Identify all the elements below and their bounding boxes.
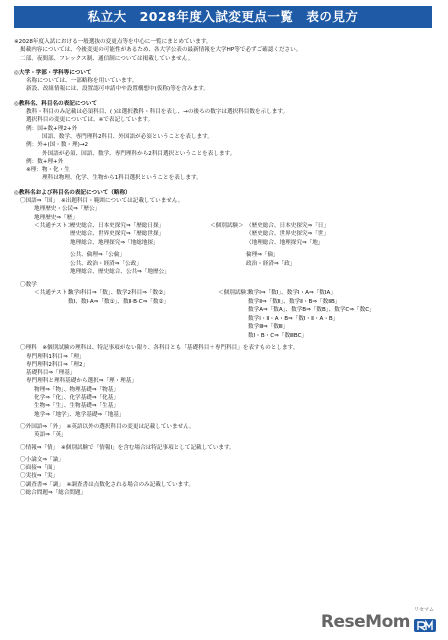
abbrev-line: 基礎科目⇒「理基」 [26,370,76,377]
math-row: 数Ⅰ、数Ⅰ·A⇒「数①」、数Ⅱ·B·C⇒「数②」 数学Ⅱ⇒「数Ⅱ」、数学Ⅱ・B⇒「数ⅡB」 [68,298,341,305]
abbrev-line: 化学⇒「化」、化学基礎⇒「化基」 [34,395,119,402]
abbrev-info: 〇情報⇒「情」 ※個別試験で「情報Ⅰ」を含む場合は特記事項として記載しています。 [20,444,235,451]
abbrev-misc: 〇実技⇒「実」 [20,473,59,480]
math-row: 数学Ⅰ・Ⅱ・A・B⇒「数Ⅰ・Ⅱ・A・B」 [248,315,339,322]
example-desc: 理科は物理、化学、生物から1科目選択ということを表します。 [42,175,202,182]
example-line: 例：外+(国・数・理)→2 [26,142,89,149]
math-row: 数学Ⅲ⇒「数Ⅲ」 [248,324,289,331]
abbrev-line: 地理歴史⇒「歴」 [34,214,78,221]
hist-row: 地理総合、地理探究⇒「地総地探」 （地理総合、地理探究⇒「地」 [70,239,324,246]
abbrev-misc: 〇総合問題⇒「総合問題」 [20,489,87,496]
section-text: 選択科目の変更については、※で表記しています。 [26,117,154,124]
logo-mark-icon: リセマム [414,611,438,633]
abbrev-line: 専門理科2科目⇒「理2」 [26,361,89,368]
rm-mark-icon [414,617,438,633]
math-row: 数Ⅰ・B・C⇒「数ⅢBC」 [248,332,308,339]
civics-row: 地理総合、歴史総合、公共⇒「地歴公」 [70,269,170,276]
section-heading-abbrev: ◎教科名および科目名の表記について（略称） [14,189,131,196]
civics-row: 公共、政治・経済⇒「公政」 政治・経済⇒「政」 [70,260,296,267]
abbrev-kokugo: 〇国語⇒「国」 ※出題科目・範囲については記載していません。 [20,198,184,205]
math-row: ＜共通テスト＞ 数学Ⅰ科目⇒「数」、数学2科目⇒「数②」 ＜個別試験＞ 数学Ⅰ⇒「数Ⅰ」、数学Ⅰ・A⇒「数ⅠA」 [34,290,336,297]
page-title: 私立大 2028年度入試変更点一覧 表の見方 [14,6,432,28]
abbrev-line: 専門理科と理科基礎から選択⇒「理・理基」 [26,378,137,385]
abbrev-line: 生物⇒「生」、生物基礎⇒「生基」 [34,403,119,410]
example-desc: 国語、数学、専門理科2科目、外国語が必須ということを表します。 [42,133,213,140]
section-heading-university: ◎大学・学部・学科等について [14,69,92,76]
section-text: 教科・科目のみ記載は必須科目、( )は選択教科・科目を表し、→の後ろの数字は選択科目数を示します。 [26,109,289,116]
example-note: ※理：物・化・生 [26,167,70,174]
example-line: 例：数+理+外 [26,158,64,165]
abbrev-foreign: 〇外国語⇒「外」 ※英語以外の選択科目の変更は記載していません。 [20,423,195,430]
common-test-label: ＜共通テスト＞ [34,222,73,229]
abbrev-misc: 〇面接⇒「面」 [20,465,59,472]
individual-exam-label: ＜個別試験＞ [210,222,244,229]
intro-line-1: ※2028年度入試における一般選抜の変更点等を中心に一覧にまとめています。 [14,39,212,45]
abbrev-science: 〇理科 ※個別試験の理科は、特記事項がない限り、各科目とも「基礎科目＋専門科目」を表すものとします。 [20,345,299,352]
intro-line-3: 二部、夜間部、フレックス制、通信制については掲載していません。 [20,55,194,62]
math-row: 数学A⇒「数A」、数学B⇒「数B」、数学C⇒「数C」 [248,307,375,314]
abbrev-misc: 〇調査書⇒「調」 ※調査書は点数化される場合のみ記載しています。 [20,481,194,488]
section-heading-subjects: ◎教科名、科目名の表記について [14,100,98,107]
resemom-logo [320,607,438,634]
abbrev-line: 物理⇒「物」、物理基礎⇒「物基」 [34,386,119,393]
abbrev-misc: 〇小論文⇒「論」 [20,456,64,463]
document-body [14,38,434,497]
section-text: 名称については、一部略称を用いています。 [26,78,138,85]
abbrev-line: 地理歴史・公民⇒「歴公」 [34,206,101,213]
abbrev-math-head: 〇数学 [20,281,37,288]
example-line: 例：国+数+理2+外 [26,125,78,132]
abbrev-line: 地学⇒「地学」、地学基礎⇒「地基」 [34,411,125,418]
intro-line-2: 掲載内容については、今後変更の可能性があるため、各大学公表の最新情報を大学HP等で必ずご確認ください。 [20,47,302,54]
hist-row: ＜共通テスト＞ 歴史総合、日本史探究⇒「歴総日探」 ＜個別試験＞ （歴史総合、日本史探究⇒「日」 [34,222,329,229]
hist-row: 歴史総合、世界史探究⇒「歴総世探」 （歴史総合、世界史探究⇒「世」 [70,231,329,238]
section-text: 新設、改組情報には、設置認可申請中や設置構想中(仮称)等を含みます。 [26,86,209,93]
abbrev-line: 英語⇒「英」 [34,432,67,439]
civics-row: 公共、倫理⇒「公倫」 倫理⇒「倫」 [70,252,279,259]
example-desc: 外国語が必須、国語、数学、専門理科から2科目選択ということを表します。 [42,150,236,157]
logo-brand-text: ReseMom [320,612,410,632]
abbrev-line: 専門理科1科目⇒「理」 [26,353,85,360]
